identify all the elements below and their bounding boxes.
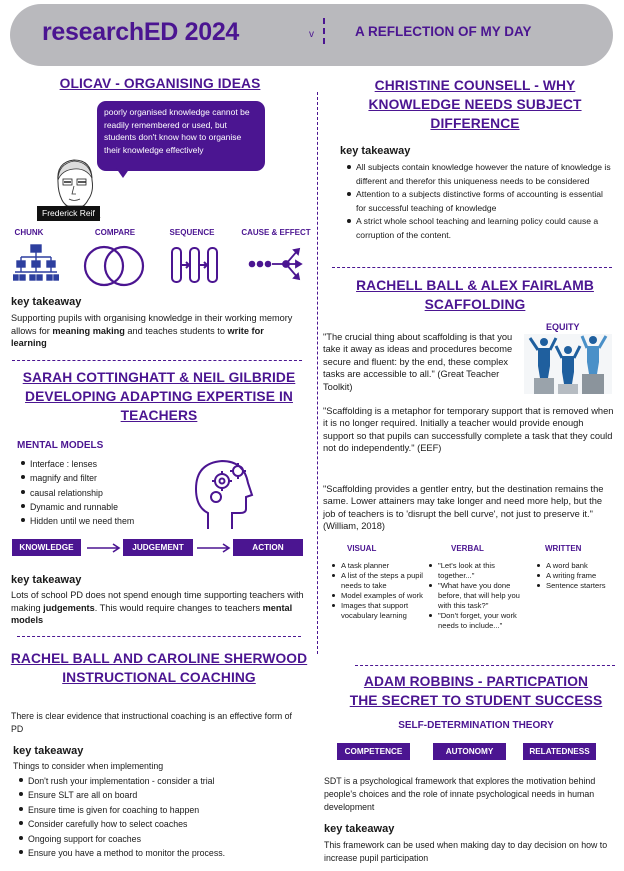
competence-box: COMPETENCE — [337, 743, 410, 760]
autonomy-box: AUTONOMY — [433, 743, 506, 760]
list-item: causal relationship — [19, 486, 179, 500]
christine-list — [345, 161, 613, 243]
list-item: Sentence starters — [535, 581, 615, 591]
sdt-heading: SELF-DETERMINATION THEORY — [398, 720, 554, 731]
list-item: All subjects contain knowledge however the nature of knowledge is different and therefor this uniqueness needs to be considered — [345, 161, 613, 188]
verbal-heading: VERBAL — [451, 544, 484, 553]
olicav-kt-text: Supporting pupils with organising knowledge in their working memory allows for meaning making and teaches students to write for learning — [11, 313, 293, 348]
header-divider-glyph: v — [309, 29, 314, 40]
scaffolding-quote-3: "Scaffolding provides a gentler entry, but the destination remains the same. Lower attainers may take longer and need more help, but the job of teachers is to 'disrupt the bell curve', not just to preserve it." (William, 2018) — [323, 484, 604, 532]
brain-gears-icon — [192, 451, 256, 529]
participation-title: ADAM ROBBINS - PARTICPATION THE SECRET TO STUDENT SUCCESS — [349, 674, 603, 708]
hierarchy-icon — [13, 244, 59, 284]
list-item: magnify and filter — [19, 471, 179, 485]
compare-label: COMPARE — [94, 228, 136, 237]
section-divider — [332, 267, 612, 268]
list-item: A task planner — [330, 561, 423, 571]
mental-models-list — [19, 457, 179, 528]
column-divider — [317, 92, 318, 654]
list-item: A list of the steps a pupil needs to take — [330, 571, 423, 591]
sarah-title: SARAH COTTINGHATT & NEIL GILBRIDE DEVELOPING ADAPTING EXPERTISE IN TEACHERS — [22, 370, 296, 423]
list-item: Ensure time is given for coaching to happen — [17, 803, 302, 817]
scaffolding-title: RACHELL BALL & ALEX FAIRLAMB SCAFFOLDING — [356, 278, 594, 312]
list-item: Hidden until we need them — [19, 514, 179, 528]
section-divider — [355, 665, 615, 666]
coaching-kt-label: key takeaway — [13, 745, 84, 757]
list-item: "What have you done before, that will help you with this task?" — [427, 581, 527, 611]
cause-effect-label: CAUSE & EFFECT — [241, 228, 311, 237]
christine-kt-label: key takeaway — [340, 145, 411, 157]
adam-kt-text: This framework can be used when making day to day decision on how to increase pupil participation — [324, 840, 608, 863]
list-item: Dynamic and runnable — [19, 500, 179, 514]
sdt-description: SDT is a psychological framework that explores the motivation behind people's choices and the role of innate psychological needs in human development — [324, 776, 596, 812]
page-subtitle: A REFLECTION OF MY DAY — [355, 24, 532, 39]
mental-models-heading: MENTAL MODELS — [17, 440, 104, 451]
action-box: ACTION — [233, 539, 303, 556]
judgement-box: JUDGEMENT — [123, 539, 193, 556]
sarah-kt-text: Lots of school PD does not spend enough time supporting teachers with making judgements. This would require changes to teachers mental models — [11, 590, 304, 625]
list-item: Ensure SLT are all on board — [17, 788, 302, 802]
written-heading: WRITTEN — [545, 544, 582, 553]
scaffolding-quote-2: "Scaffolding is a metaphor for temporary support that is removed when it is no longer required. Initially a teacher would provide enough support so that pupils can successfully complete a task that they could not do independently." (EEF) — [323, 406, 614, 454]
list-item: A writing frame — [535, 571, 615, 581]
verbal-list — [427, 561, 527, 631]
written-list — [535, 561, 615, 591]
list-item: A word bank — [535, 561, 615, 571]
chunk-label: CHUNK — [14, 228, 44, 237]
rachel-caroline-title: RACHEL BALL AND CAROLINE SHERWOOD INSTRUCTIONAL COACHING — [10, 651, 308, 685]
olicav-kt-label: key takeaway — [11, 296, 82, 308]
header-divider — [323, 18, 326, 44]
adam-kt-label: key takeaway — [324, 823, 395, 835]
list-item: "Don't forget, your work needs to include..." — [427, 611, 527, 631]
list-item: Consider carefully how to select coaches — [17, 817, 302, 831]
relatedness-box: RELATEDNESS — [523, 743, 596, 760]
arrow-right-icon — [196, 542, 232, 554]
page-title: researchED 2024 — [42, 18, 240, 46]
list-item: Images that support vocabulary learning — [330, 601, 423, 621]
scaffolding-quote-1: "The crucial thing about scaffolding is that you take it away as ideas and procedures become secure and fluent: by the end, these complex tasks are accessible to all." (Great Teacher Toolkit) — [323, 332, 513, 392]
section-divider — [17, 636, 301, 637]
sarah-kt-label: key takeaway — [11, 574, 82, 586]
list-item: Ensure you have a method to monitor the process. — [17, 846, 302, 860]
author-caption: Frederick Reif — [37, 206, 100, 221]
olicav-title: OLICAV - ORGANISING IDEAS — [59, 76, 261, 91]
list-item: Interface : lenses — [19, 457, 179, 471]
quote-bubble: poorly organised knowledge cannot be readily remembered or used, but students don't know how to organise their knowledge effectively — [97, 101, 265, 171]
section-divider — [12, 360, 302, 361]
cause-effect-icon — [248, 245, 304, 283]
sequence-icon — [170, 245, 218, 285]
equity-label: EQUITY — [546, 322, 580, 332]
sequence-label: SEQUENCE — [169, 228, 215, 237]
coaching-kt-intro: Things to consider when implementing — [13, 761, 164, 771]
equity-figures-image — [524, 334, 612, 394]
venn-icon — [80, 244, 148, 288]
visual-list — [330, 561, 423, 621]
coaching-intro: There is clear evidence that instructional coaching is an effective form of PD — [11, 711, 292, 734]
knowledge-box: KNOWLEDGE — [12, 539, 81, 556]
list-item: Ongoing support for coaches — [17, 832, 302, 846]
quote-bubble-tail — [116, 168, 130, 178]
coaching-list — [17, 774, 302, 860]
list-item: "Let's look at this together..." — [427, 561, 527, 581]
list-item: Model examples of work — [330, 591, 423, 601]
arrow-right-icon — [86, 542, 122, 554]
christine-title: CHRISTINE COUNSELL - WHY KNOWLEDGE NEEDS SUBJECT DIFFERENCE — [368, 78, 582, 131]
list-item: Don't rush your implementation - consider a trial — [17, 774, 302, 788]
list-item: A strict whole school teaching and learning policy could cause a corruption of the content. — [345, 215, 613, 242]
list-item: Attention to a subjects distinctive forms of accounting is essential for successful teaching of knowledge — [345, 188, 613, 215]
visual-heading: VISUAL — [347, 544, 377, 553]
